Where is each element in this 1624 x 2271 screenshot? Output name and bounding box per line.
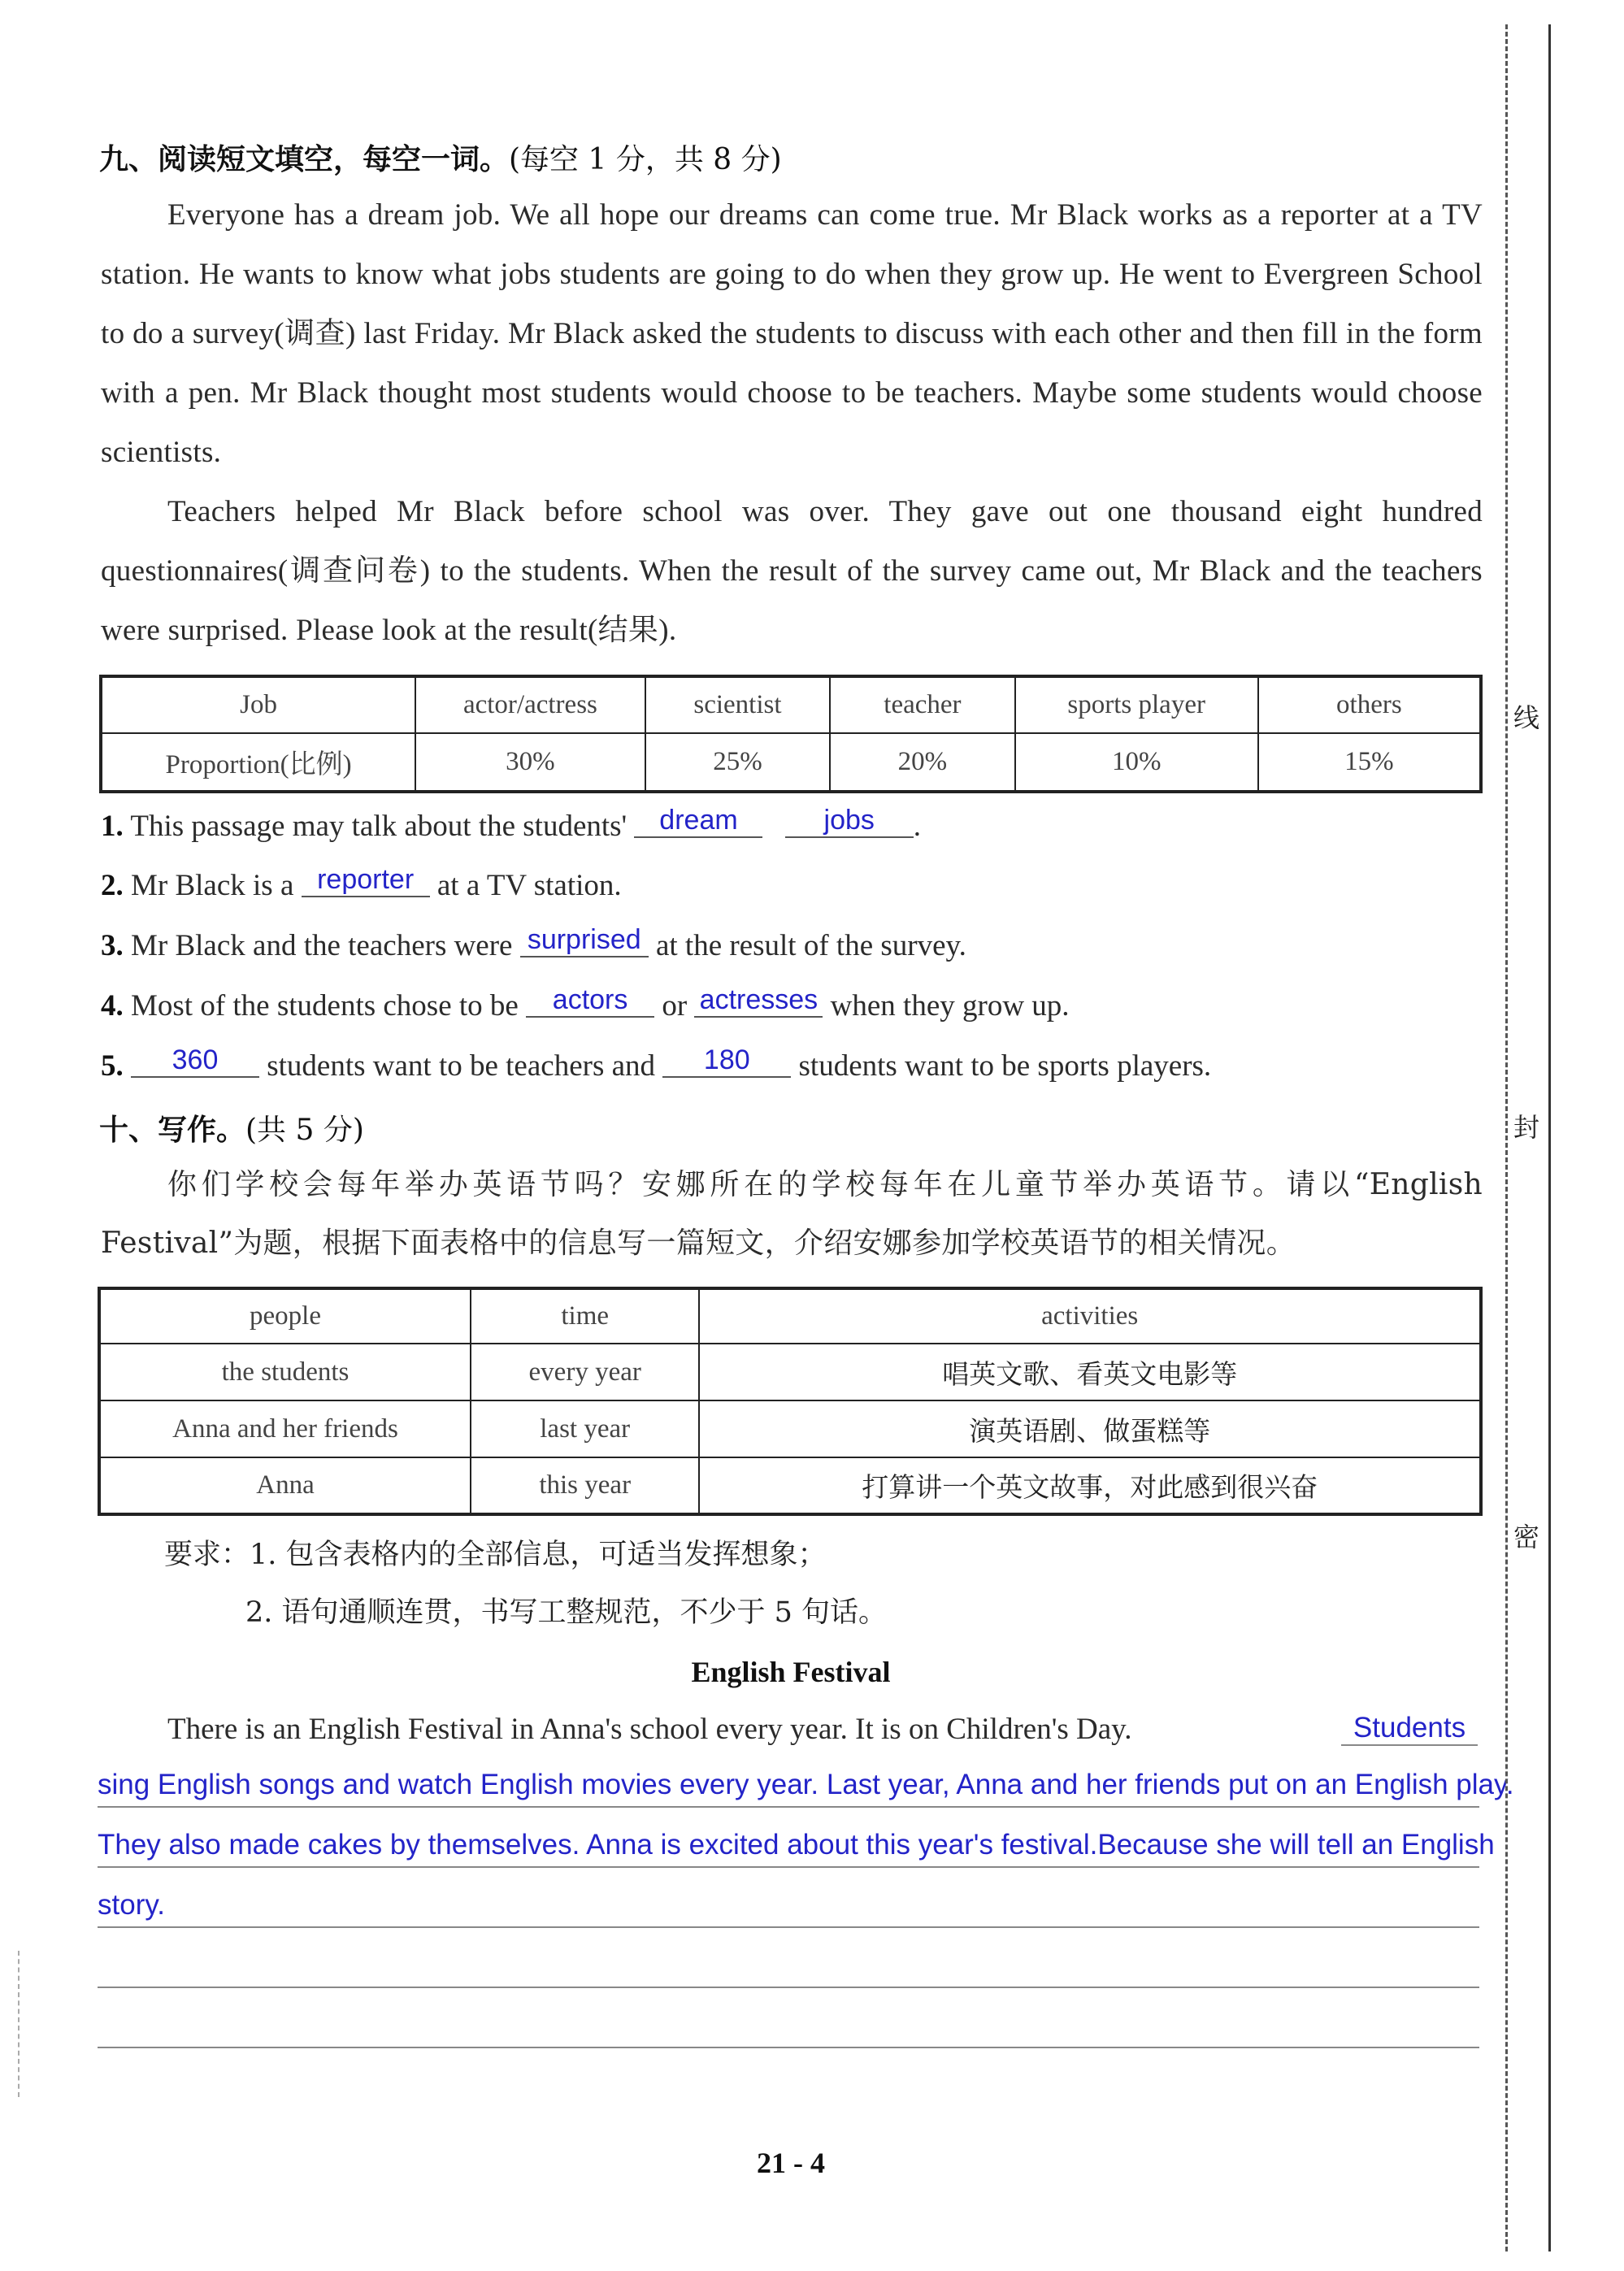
table-cell: last year (471, 1400, 699, 1457)
question-3 (101, 924, 966, 964)
table-cell: 30% (415, 733, 645, 792)
section-10-heading (99, 1107, 364, 1149)
writing-prompt (101, 1156, 1483, 1273)
question-text: at a TV station. (436, 869, 622, 902)
answer-blank[interactable]: reporter (302, 863, 430, 897)
page-number: 21 - 4 (757, 2147, 825, 2179)
answer-blank[interactable]: actresses (694, 984, 823, 1018)
question-1 (101, 805, 921, 845)
question-text: at the result of the survey. (655, 929, 966, 962)
question-text: This passage may talk about the students' (130, 810, 627, 843)
handwritten-line-3[interactable]: They also made cakes by themselves. Anna is excited about this year's festival.Because she will tell an English (98, 1829, 1495, 1861)
handwritten-line-2[interactable]: sing English songs and watch English movies every year. Last year, Anna and her friends put on an English play. (98, 1769, 1514, 1800)
question-number: 2. (101, 869, 124, 902)
requirement-text: 1. 包含表格内的全部信息，可适当发挥想象； (250, 1539, 827, 1571)
ruled-line (98, 1806, 1479, 1808)
binding-solid-line (1548, 24, 1551, 2251)
table-cell: Job (101, 676, 415, 733)
ruled-line (98, 1866, 1479, 1868)
margin-char-xian: 线 (1513, 702, 1540, 733)
answer-blank[interactable]: 360 (131, 1044, 259, 1078)
table-header-row (101, 676, 1481, 733)
margin-char-feng: 封 (1513, 1112, 1540, 1143)
table-cell: people (99, 1288, 471, 1344)
question-number: 1. (101, 810, 124, 843)
question-text: or (662, 989, 688, 1023)
question-5 (101, 1044, 1212, 1084)
question-4 (101, 984, 1070, 1024)
handwritten-line-4[interactable]: story. (98, 1889, 165, 1921)
table-header-row (99, 1288, 1481, 1344)
ruled-line (98, 2047, 1479, 2048)
passage-paragraph-2: Teachers helped Mr Black before school was over. They gave out one thousand eight hundred questionnaires(调查问卷) to the students. When the result of the survey came out, Mr Black and the teachers were surprised. Please look at the result(结果). (101, 495, 1483, 647)
table-cell: the students (99, 1344, 471, 1400)
question-number: 4. (101, 989, 124, 1023)
table-cell: 15% (1258, 733, 1481, 792)
answer-blank[interactable]: dream (634, 804, 762, 838)
question-number: 5. (101, 1049, 124, 1083)
answer-blank[interactable]: 180 (662, 1044, 791, 1078)
question-text: Mr Black and the teachers were (131, 929, 513, 962)
table-cell: Proportion(比例) (101, 733, 415, 792)
prompt-text: 你们学校会每年举办英语节吗？安娜所在的学校每年在儿童节举办英语节。请以“English Festival”为题，根据下面表格中的信息写一篇短文，介绍安娜参加学校英语节的相关情况。 (101, 1168, 1483, 1260)
essay-start: There is an English Festival in Anna's school every year. It is on Children's Day. (167, 1713, 1132, 1746)
binding-dashed-line (1505, 24, 1508, 2251)
question-number: 3. (101, 929, 124, 962)
question-text: when they grow up. (830, 989, 1070, 1023)
answer-blank[interactable]: jobs (785, 804, 914, 838)
table-row (101, 733, 1481, 792)
answer-blank[interactable]: surprised (520, 923, 649, 957)
table-cell: actor/actress (415, 676, 645, 733)
requirement-label: 要求： (164, 1539, 250, 1571)
ruled-line (98, 1926, 1479, 1928)
essay-title: English Festival (691, 1656, 891, 1688)
section-9-points: (每空 1 分，共 8 分) (509, 143, 782, 176)
table-cell: 唱英文歌、看英文电影等 (699, 1344, 1481, 1400)
question-text: students want to be teachers and (267, 1049, 656, 1083)
table-cell: 20% (830, 733, 1014, 792)
section-10-title: 十、写作。 (99, 1113, 246, 1147)
table-cell: Anna (99, 1457, 471, 1514)
table-cell: 25% (645, 733, 831, 792)
table-cell: 10% (1015, 733, 1258, 792)
question-text: Most of the students chose to be (131, 989, 519, 1023)
answer-blank[interactable]: actors (526, 984, 654, 1018)
table-row (99, 1344, 1481, 1400)
requirement-2 (245, 1590, 887, 1631)
table-cell: Anna and her friends (99, 1400, 471, 1457)
table-cell: time (471, 1288, 699, 1344)
section-9-title: 九、阅读短文填空，每空一词。 (99, 142, 510, 176)
reading-passage (101, 185, 1483, 660)
table-cell: activities (699, 1288, 1481, 1344)
table-cell: others (1258, 676, 1481, 733)
table-cell: 演英语剧、做蛋糕等 (699, 1400, 1481, 1457)
table-cell: sports player (1015, 676, 1258, 733)
table-cell: 打算讲一个英文故事，对此感到很兴奋 (699, 1457, 1481, 1514)
handwritten-line-1[interactable]: Students (1341, 1712, 1478, 1746)
ruled-line (98, 1987, 1479, 1988)
question-2 (101, 864, 622, 904)
table-cell: teacher (830, 676, 1014, 733)
table-cell: scientist (645, 676, 831, 733)
section-9-heading (99, 137, 782, 178)
left-margin-dash (18, 1951, 20, 2097)
passage-paragraph-1: Everyone has a dream job. We all hope our dreams can come true. Mr Black works as a reporter at a TV station. He wants to know what jobs students are going to do when they grow up. He went to Evergreen School to do a survey(调查) last Friday. Mr Black asked the students to discuss with each other and then fill in the form with a pen. Mr Black thought most students would choose to be teachers. Maybe some students would choose scientists. (101, 198, 1483, 469)
table-row (99, 1400, 1481, 1457)
question-text: Mr Black is a (131, 869, 294, 902)
question-text: . (913, 810, 921, 843)
requirement-1 (164, 1532, 827, 1573)
section-10-points: (共 5 分) (245, 1114, 364, 1147)
requirement-text: 2. 语句通顺连贯，书写工整规范，不少于 5 句话。 (245, 1596, 888, 1629)
survey-result-table (99, 675, 1483, 793)
writing-info-table (98, 1287, 1483, 1516)
question-text: students want to be sports players. (798, 1049, 1212, 1083)
table-cell: this year (471, 1457, 699, 1514)
table-row (99, 1457, 1481, 1514)
margin-char-mi: 密 (1513, 1522, 1540, 1552)
table-cell: every year (471, 1344, 699, 1400)
